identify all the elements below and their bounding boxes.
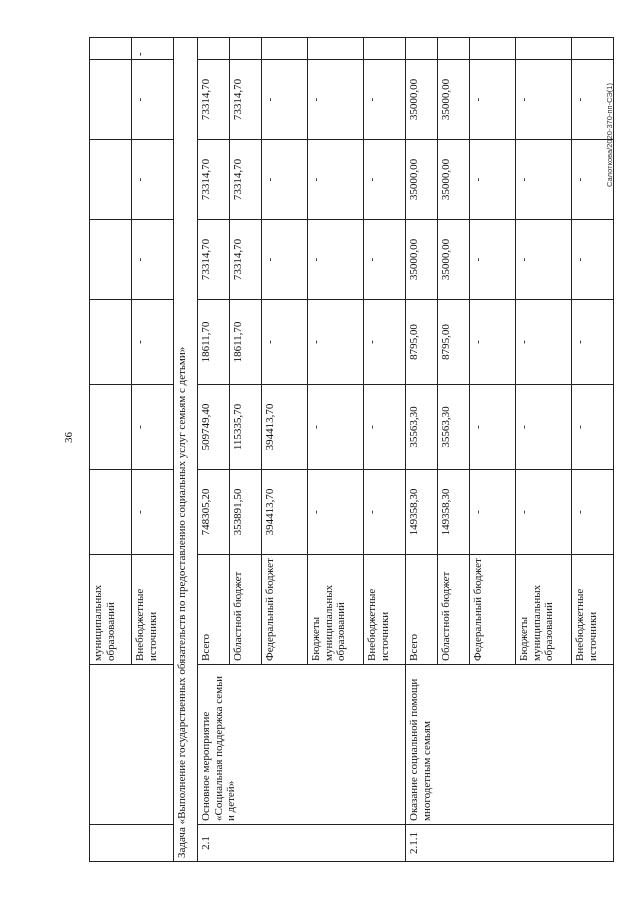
value-cell: -: [572, 470, 614, 555]
value-cell: -: [572, 300, 614, 385]
value-cell: -: [132, 385, 174, 470]
value-cell: [406, 38, 438, 60]
value-cell: -: [572, 385, 614, 470]
value-cell: -: [516, 220, 572, 300]
value-cell: 73314,70: [230, 220, 262, 300]
value-cell: -: [262, 140, 308, 220]
source-cell: Бюджеты муниципальных образований: [308, 555, 364, 665]
table-row: [90, 38, 132, 862]
value-cell: 35563,30: [438, 385, 470, 470]
source-cell: Всего: [198, 555, 230, 665]
value-cell: [470, 38, 516, 60]
value-cell: 149358,30: [438, 470, 470, 555]
code-cell: [90, 825, 174, 862]
value-cell: -: [470, 385, 516, 470]
value-cell: -: [132, 470, 174, 555]
value-cell: -: [516, 385, 572, 470]
value-cell: 394413,70: [262, 385, 308, 470]
value-cell: -: [364, 470, 406, 555]
value-cell: [308, 38, 364, 60]
value-cell: [198, 38, 230, 60]
rotated-table-container: [89, 38, 599, 862]
value-cell: [438, 38, 470, 60]
value-cell: 35000,00: [438, 220, 470, 300]
value-cell: -: [132, 220, 174, 300]
value-cell: [230, 38, 262, 60]
value-cell: 73314,70: [230, 60, 262, 140]
source-cell: муниципальных образований: [90, 555, 132, 665]
value-cell: 18611,70: [230, 300, 262, 385]
page-number: 36: [63, 432, 75, 443]
value-cell: -: [572, 60, 614, 140]
value-cell: -: [132, 38, 174, 60]
value-cell: -: [516, 300, 572, 385]
value-cell: -: [364, 220, 406, 300]
value-cell: -: [364, 385, 406, 470]
source-cell: Областной бюджет: [230, 555, 262, 665]
value-cell: 18611,70: [198, 300, 230, 385]
value-cell: 353891,50: [230, 470, 262, 555]
value-cell: [90, 38, 132, 60]
value-cell: -: [470, 140, 516, 220]
source-cell: Внебюджетные источники: [364, 555, 406, 665]
code-cell: 2.1: [198, 825, 406, 862]
value-cell: 8795,00: [438, 300, 470, 385]
value-cell: -: [516, 60, 572, 140]
value-cell: -: [572, 140, 614, 220]
value-cell: [90, 140, 132, 220]
value-cell: -: [516, 470, 572, 555]
value-cell: 35000,00: [438, 140, 470, 220]
table-row: [198, 38, 230, 862]
value-cell: -: [132, 60, 174, 140]
value-cell: -: [470, 470, 516, 555]
value-cell: 8795,00: [406, 300, 438, 385]
value-cell: [90, 220, 132, 300]
value-cell: -: [572, 220, 614, 300]
value-cell: 394413,70: [262, 470, 308, 555]
value-cell: 73314,70: [198, 140, 230, 220]
value-cell: [572, 38, 614, 60]
source-cell: Внебюджетные источники: [132, 555, 174, 665]
value-cell: [90, 60, 132, 140]
value-cell: [90, 470, 132, 555]
value-cell: [90, 300, 132, 385]
value-cell: 73314,70: [198, 60, 230, 140]
value-cell: [364, 38, 406, 60]
source-cell: Внебюджетные источники: [572, 555, 614, 665]
value-cell: -: [308, 300, 364, 385]
value-cell: -: [308, 220, 364, 300]
task-row: [174, 38, 198, 862]
value-cell: -: [470, 220, 516, 300]
value-cell: -: [262, 220, 308, 300]
value-cell: [262, 38, 308, 60]
value-cell: -: [262, 300, 308, 385]
value-cell: -: [364, 60, 406, 140]
value-cell: [90, 385, 132, 470]
value-cell: 509749,40: [198, 385, 230, 470]
value-cell: 748305,20: [198, 470, 230, 555]
value-cell: 73314,70: [230, 140, 262, 220]
value-cell: 35000,00: [438, 60, 470, 140]
value-cell: -: [308, 60, 364, 140]
value-cell: -: [132, 140, 174, 220]
value-cell: 35000,00: [406, 60, 438, 140]
document-code: Салоткова/2020-370-пп-СЭ(1): [605, 83, 614, 187]
value-cell: -: [308, 385, 364, 470]
value-cell: 35563,30: [406, 385, 438, 470]
value-cell: 149358,30: [406, 470, 438, 555]
value-cell: 35000,00: [406, 140, 438, 220]
value-cell: -: [364, 140, 406, 220]
source-cell: Федеральный бюджет: [262, 555, 308, 665]
value-cell: [516, 38, 572, 60]
value-cell: -: [132, 300, 174, 385]
value-cell: -: [308, 470, 364, 555]
value-cell: -: [516, 140, 572, 220]
name-cell: Основное мероприятие «Социальная поддержка семьи и детей»: [198, 665, 406, 825]
name-cell: Оказание социальной помощи многодетным семьям: [406, 665, 614, 825]
value-cell: -: [364, 300, 406, 385]
value-cell: -: [470, 60, 516, 140]
code-cell: 2.1.1: [406, 825, 614, 862]
table-row: [406, 38, 438, 862]
source-cell: Бюджеты муниципальных образований: [516, 555, 572, 665]
value-cell: -: [308, 140, 364, 220]
value-cell: 73314,70: [198, 220, 230, 300]
source-cell: Федеральный бюджет: [470, 555, 516, 665]
value-cell: -: [470, 300, 516, 385]
value-cell: 115335,70: [230, 385, 262, 470]
budget-table: [89, 37, 614, 862]
source-cell: Всего: [406, 555, 438, 665]
name-cell: [90, 665, 174, 825]
source-cell: Областной бюджет: [438, 555, 470, 665]
value-cell: -: [262, 60, 308, 140]
task-heading: Задача «Выполнение государственных обязательств по предоставлению социальных услуг семьям с детьми»: [174, 38, 198, 862]
value-cell: 35000,00: [406, 220, 438, 300]
